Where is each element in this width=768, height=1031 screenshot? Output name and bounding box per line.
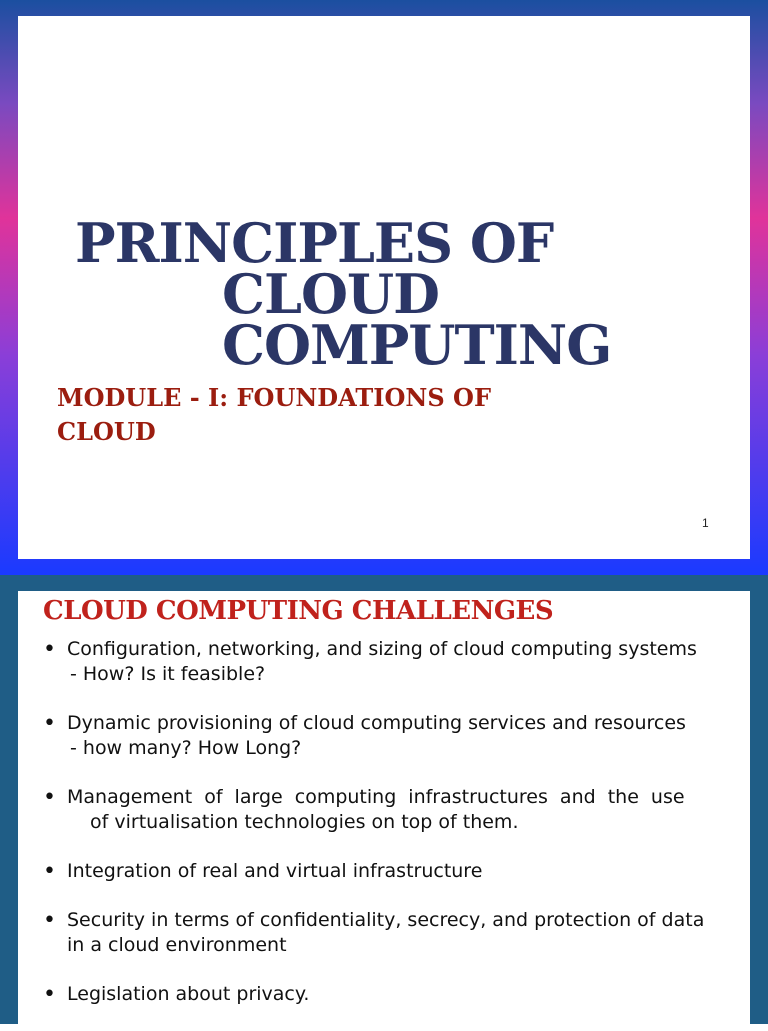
challenges-list: [42, 637, 726, 1031]
slide-subtitle: [57, 381, 577, 449]
title-line-3: COMPUTING: [222, 313, 612, 377]
bullet-item: [42, 908, 726, 958]
bullet-continuation: in a cloud environment: [67, 934, 287, 956]
bullet-item: [42, 785, 726, 835]
title-line-2: CLOUD: [222, 262, 439, 326]
title-line-1: PRINCIPLES OF: [75, 211, 554, 275]
bullet-item: [42, 711, 726, 761]
bullet-text: Configuration, networking, and sizing of cloud computing systems: [67, 638, 697, 660]
bullet-text: Dynamic provisioning of cloud computing services and resources: [67, 712, 686, 734]
bullet-text: Legislation about privacy.: [67, 983, 310, 1005]
bullet-item: [42, 982, 726, 1007]
bullet-item: [42, 859, 726, 884]
bullet-continuation: of virtualisation technologies on top of them.: [90, 811, 519, 833]
bullet-text: Management of large computing infrastructures and the use: [67, 786, 685, 808]
slide-heading: CLOUD COMPUTING CHALLENGES: [43, 596, 554, 626]
bullet-continuation: - How? Is it feasible?: [70, 663, 266, 685]
page-number: 1: [702, 516, 709, 530]
bullet-item: [42, 637, 726, 687]
bullet-text: Integration of real and virtual infrastructure: [67, 860, 483, 882]
slide-1: [18, 16, 750, 559]
subtitle-line-1: MODULE - I: FOUNDATIONS OF: [57, 383, 491, 412]
bullet-text: Security in terms of confidentiality, secrecy, and protection of data: [67, 909, 705, 931]
slide-2: [18, 591, 750, 1024]
bullet-continuation: - how many? How Long?: [70, 737, 302, 759]
subtitle-line-2: CLOUD: [57, 417, 156, 446]
